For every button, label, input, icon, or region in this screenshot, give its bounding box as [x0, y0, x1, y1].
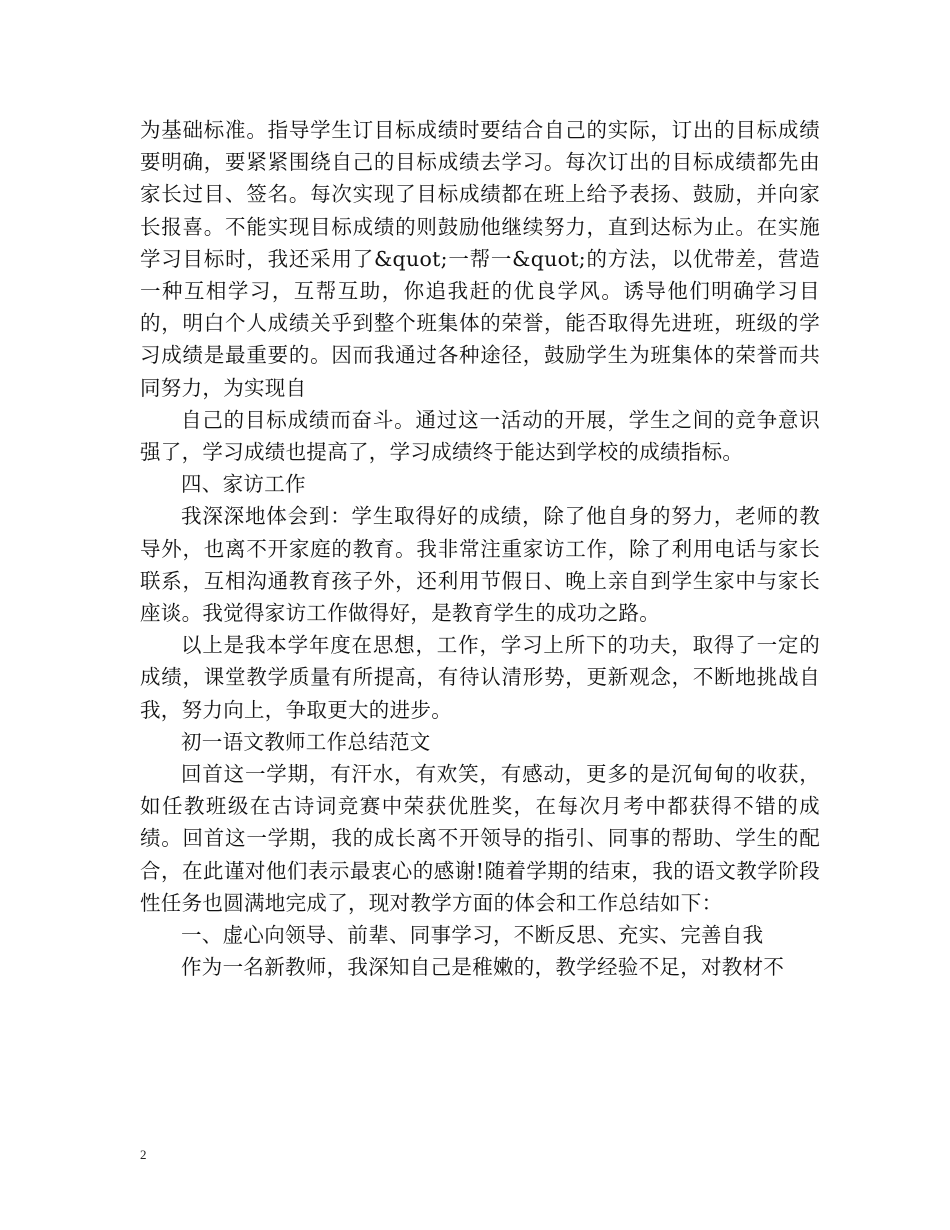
- paragraph-home-visits: 我深深地体会到：学生取得好的成绩，除了他自身的努力，老师的教导外，也离不开家庭的教育。我非常注重家访工作，除了利用电话与家长联系，互相沟通教育孩子外，还利用节假日、晚上亲自到学生家中与家长座谈。我觉得家访工作做得好，是教育学生的成功之路。: [140, 504, 820, 626]
- section-heading-home-visits: 四、家访工作: [181, 472, 306, 497]
- paragraph-semester-review: 回首这一学期，有汗水，有欢笑，有感动，更多的是沉甸甸的收获，如任教班级在古诗词竞赛中荣获优胜奖，在每次月考中都获得不错的成绩。回首这一学期，我的成长离不开领导的指引、同事的帮助、学生的配合，在此谨对他们表示最衷心的感谢!随着学期的结束，我的语文教学阶段性任务也圆满地完成了，现对教学方面的体会和工作总结如下：: [140, 762, 820, 915]
- paragraph-goal-continuation: 为基础标准。指导学生订目标成绩时要结合自己的实际，订出的目标成绩要明确，要紧紧围绕自己的目标成绩去学习。每次订出的目标成绩都先由家长过目、签名。每次实现了目标成绩都在班上给予表扬、鼓励，并向家长报喜。不能实现目标成绩的则鼓励他继续努力，直到达标为止。在实施学习目标时，我还采用了&quot;一帮一&quot;的方法，以优带差，营造一种互相学习，互帮互助，你追我赶的优良学风。诱导他们明确学习目的，明白个人成绩关乎到整个班集体的荣誉，能否取得先进班，班级的学习成绩是最重要的。因而我通过各种途径，鼓励学生为班集体的荣誉而共同努力，为实现自: [140, 118, 820, 400]
- page-number: 2: [140, 1147, 147, 1162]
- article-title: 初一语文教师工作总结范文: [181, 729, 431, 754]
- document-body: [140, 114, 820, 983]
- paragraph-goal-result: 自己的目标成绩而奋斗。通过这一活动的开展，学生之间的竞争意识强了，学习成绩也提高了，学习成绩终于能达到学校的成绩指标。: [140, 407, 820, 465]
- paragraph-new-teacher: 作为一名新教师，我深知自己是稚嫩的，教学经验不足，对教材不: [181, 955, 785, 980]
- section-heading-learning: 一、虚心向领导、前辈、同事学习，不断反思、充实、完善自我: [181, 923, 764, 948]
- paragraph-summary: 以上是我本学年度在思想，工作，学习上所下的功夫，取得了一定的成绩，课堂教学质量有所提高，有待认清形势，更新观念，不断地挑战自我，努力向上，争取更大的进步。: [140, 633, 820, 722]
